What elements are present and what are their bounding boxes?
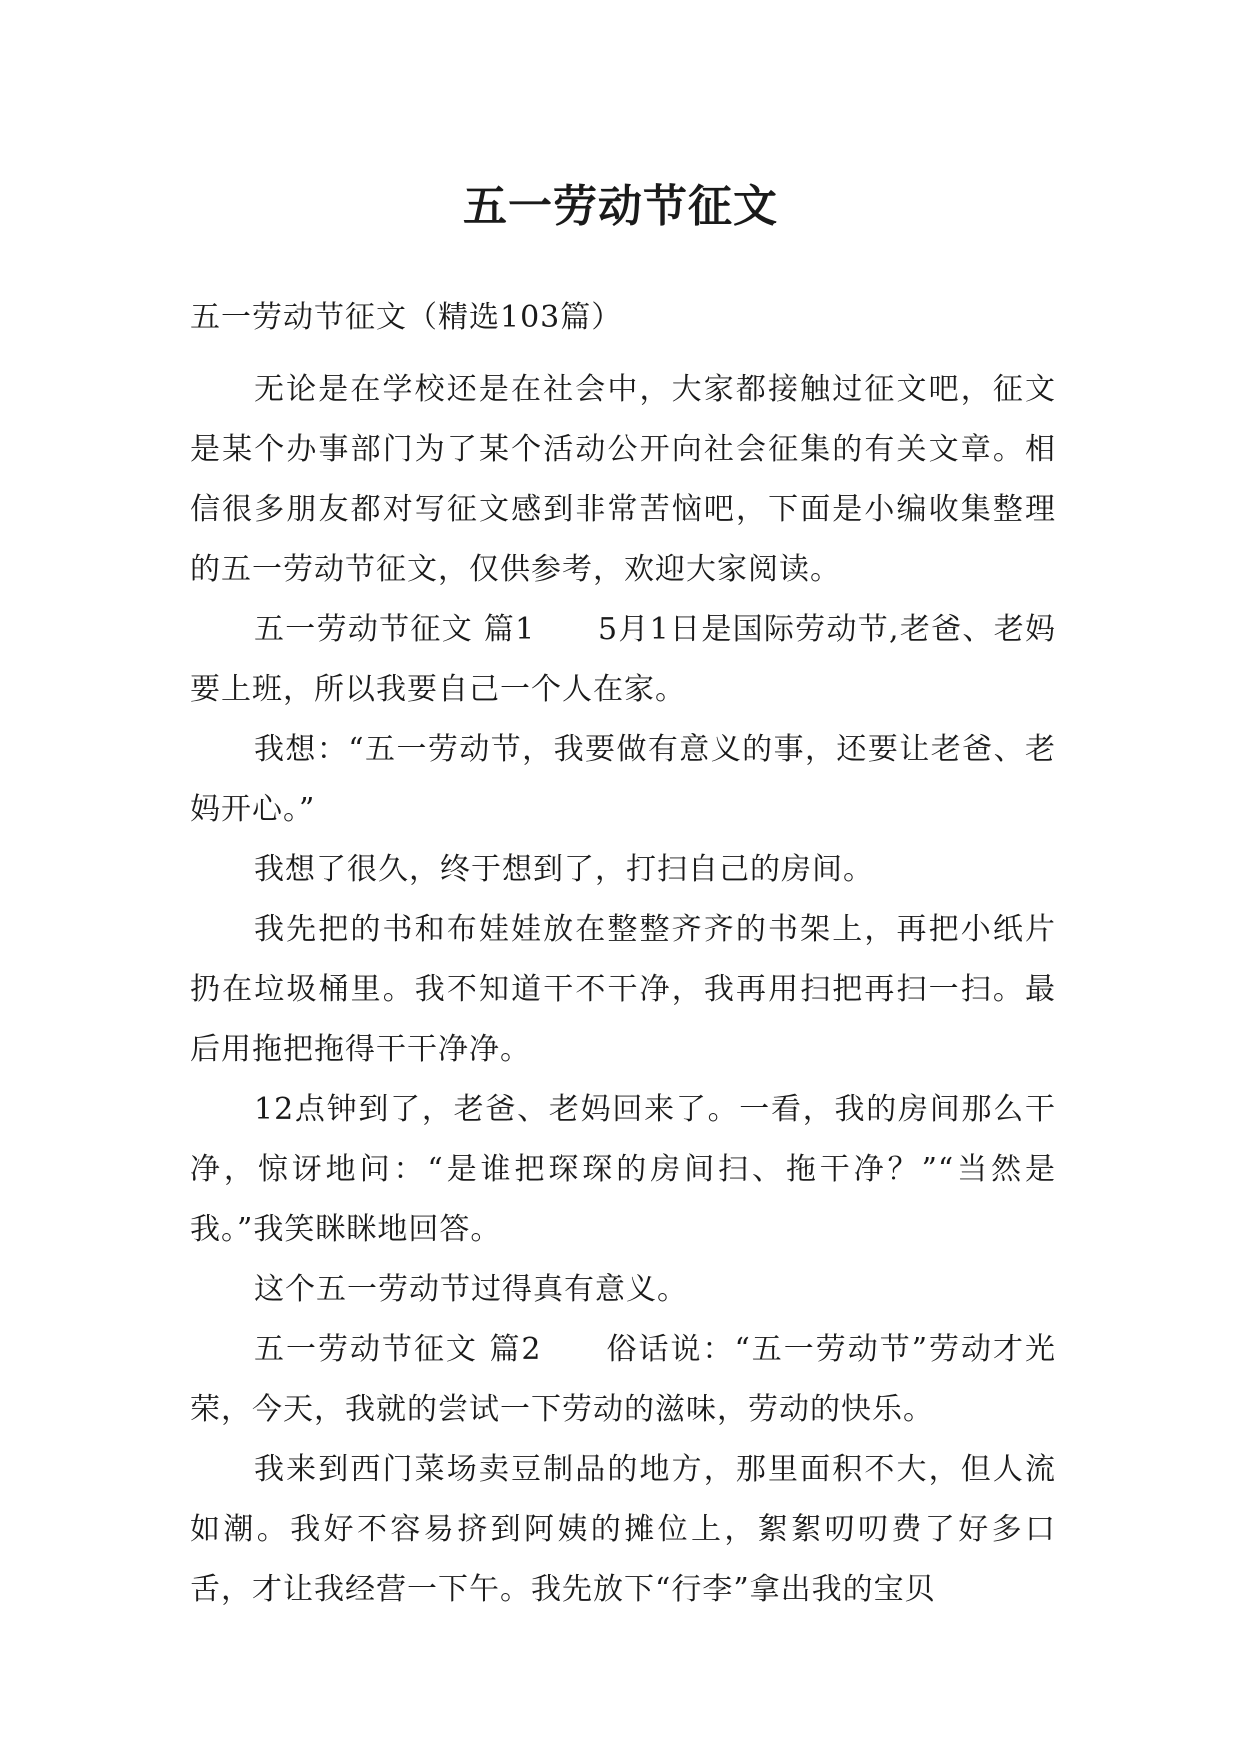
paragraph: 我先把的书和布娃娃放在整整齐齐的书架上，再把小纸片扔在垃圾桶里。我不知道干不干净，我再用扫把再扫一扫。最后用拖把拖得干干净净。: [190, 912, 1056, 1067]
paragraph: 12点钟到了，老爸、老妈回来了。一看，我的房间那么干净，惊讶地问：“是谁把琛琛的房间扫、拖干净？”“当然是我。”我笑眯眯地回答。: [190, 1092, 1056, 1247]
paragraph: 我想：“五一劳动节，我要做有意义的事，还要让老爸、老妈开心。”: [190, 732, 1056, 827]
paragraph: 五一劳动节征文 篇1 5月1日是国际劳动节,老爸、老妈要上班，所以我要自己一个人在家。: [190, 612, 1056, 707]
paragraph: 我想了很久，终于想到了，打扫自己的房间。: [254, 852, 874, 887]
paragraph: 无论是在学校还是在社会中，大家都接触过征文吧，征文是某个办事部门为了某个活动公开向社会征集的有关文章。相信很多朋友都对写征文感到非常苦恼吧，下面是小编收集整理的五一劳动节征文，仅供参考，欢迎大家阅读。: [190, 372, 1056, 587]
document-body: [190, 288, 1056, 1620]
paragraph: 我来到西门菜场卖豆制品的地方，那里面积不大，但人流如潮。我好不容易挤到阿姨的摊位上，絮絮叨叨费了好多口舌，才让我经营一下午。我先放下“行李”拿出我的宝贝: [190, 1452, 1056, 1607]
document-subtitle: 五一劳动节征文（精选103篇）: [190, 300, 623, 335]
paragraph: 五一劳动节征文 篇2 俗话说：“五一劳动节”劳动才光荣，今天，我就的尝试一下劳动的滋味，劳动的快乐。: [190, 1332, 1056, 1427]
paragraph: 这个五一劳动节过得真有意义。: [254, 1272, 688, 1307]
document-title: 五一劳动节征文: [463, 181, 778, 233]
